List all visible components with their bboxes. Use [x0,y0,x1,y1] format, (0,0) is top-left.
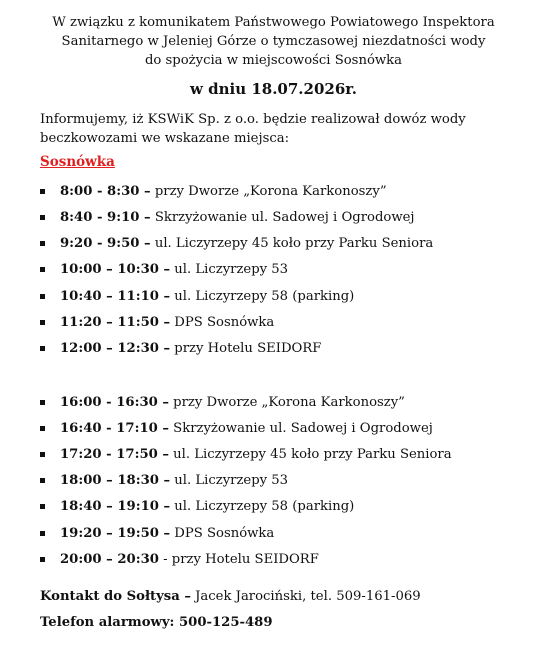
slot-time: 10:00 – 10:30 – [60,262,171,277]
bullet-icon [40,400,45,405]
bullet-icon [40,294,45,299]
intro-line: Sanitarnego w Jeleniej Górze o tymczasowej niezdatności wody [61,34,486,49]
slot-time: 16:00 - 16:30 – [60,395,169,410]
intro-line: do spożycia w miejscowości Sosnówka [144,53,403,68]
location-heading: Sosnówka [40,154,115,170]
slot-time: 20:00 – 20:30 [60,552,159,567]
intro-line: W związku z komunikatem Państwowego Powiatowego Inspektora [52,15,495,30]
slot-time: 19:20 – 19:50 – [60,526,171,541]
bullet-icon [40,452,45,457]
slot-place: ul. Liczyrzepy 45 koło przy Parku Seniora [150,236,434,251]
info-line: Informujemy, iż KSWiK Sp. z o.o. będzie realizował dowóz wody [40,112,466,127]
slot-time: 18:40 – 19:10 – [60,499,171,514]
slot-time: 18:00 – 18:30 – [60,473,171,488]
contact-line [40,587,421,607]
slot-place: przy Dworze „Korona Karkonoszy” [150,184,387,199]
bullet-icon [40,215,45,220]
bullet-icon [40,426,45,431]
bullet-icon [40,531,45,536]
slot-place: przy Hotelu SEIDORF [170,341,322,356]
slot-place: DPS Sosnówka [170,315,275,330]
info-paragraph [40,110,528,148]
slot-time: 9:20 - 9:50 – [60,236,151,251]
bullet-icon [40,241,45,246]
slot-time: 17:20 - 17:50 – [60,447,169,462]
slot-place: ul. Liczyrzepy 53 [170,262,289,277]
slot-place: ul. Liczyrzepy 45 koło przy Parku Seniora [168,447,452,462]
bullet-icon [40,504,45,509]
bullet-icon [40,320,45,325]
bullet-icon [40,346,45,351]
info-line: beczkowozami we wskazane miejsca: [40,131,290,146]
slot-place: ul. Liczyrzepy 58 (parking) [170,289,355,304]
contact-value: Jacek Jarociński, tel. 509-161-069 [190,589,421,604]
slot-place: przy Dworze „Korona Karkonoszy” [168,395,405,410]
bullet-icon [40,478,45,483]
slot-time: 10:40 – 11:10 – [60,289,171,304]
slot-place: DPS Sosnówka [170,526,275,541]
slot-place: ul. Liczyrzepy 53 [170,473,289,488]
bullet-icon [40,557,45,562]
alarm-phone-line: Telefon alarmowy: 500-125-489 [40,615,273,630]
slot-place: - przy Hotelu SEIDORF [158,552,319,567]
slot-place: Skrzyżowanie ul. Sadowej i Ogrodowej [150,210,415,225]
slot-time: 8:40 - 9:10 – [60,210,151,225]
slot-time: 16:40 - 17:10 – [60,421,169,436]
slot-place: Skrzyżowanie ul. Sadowej i Ogrodowej [168,421,433,436]
bullet-icon [40,267,45,272]
intro-paragraph [20,13,527,70]
date-heading: w dniu 18.07.2026r. [189,80,358,98]
slot-time: 12:00 – 12:30 – [60,341,171,356]
slot-time: 8:00 - 8:30 – [60,184,151,199]
contact-label: Kontakt do Sołtysa – [40,589,191,604]
slot-place: ul. Liczyrzepy 58 (parking) [170,499,355,514]
slot-time: 11:20 – 11:50 – [60,315,171,330]
bullet-icon [40,189,45,194]
